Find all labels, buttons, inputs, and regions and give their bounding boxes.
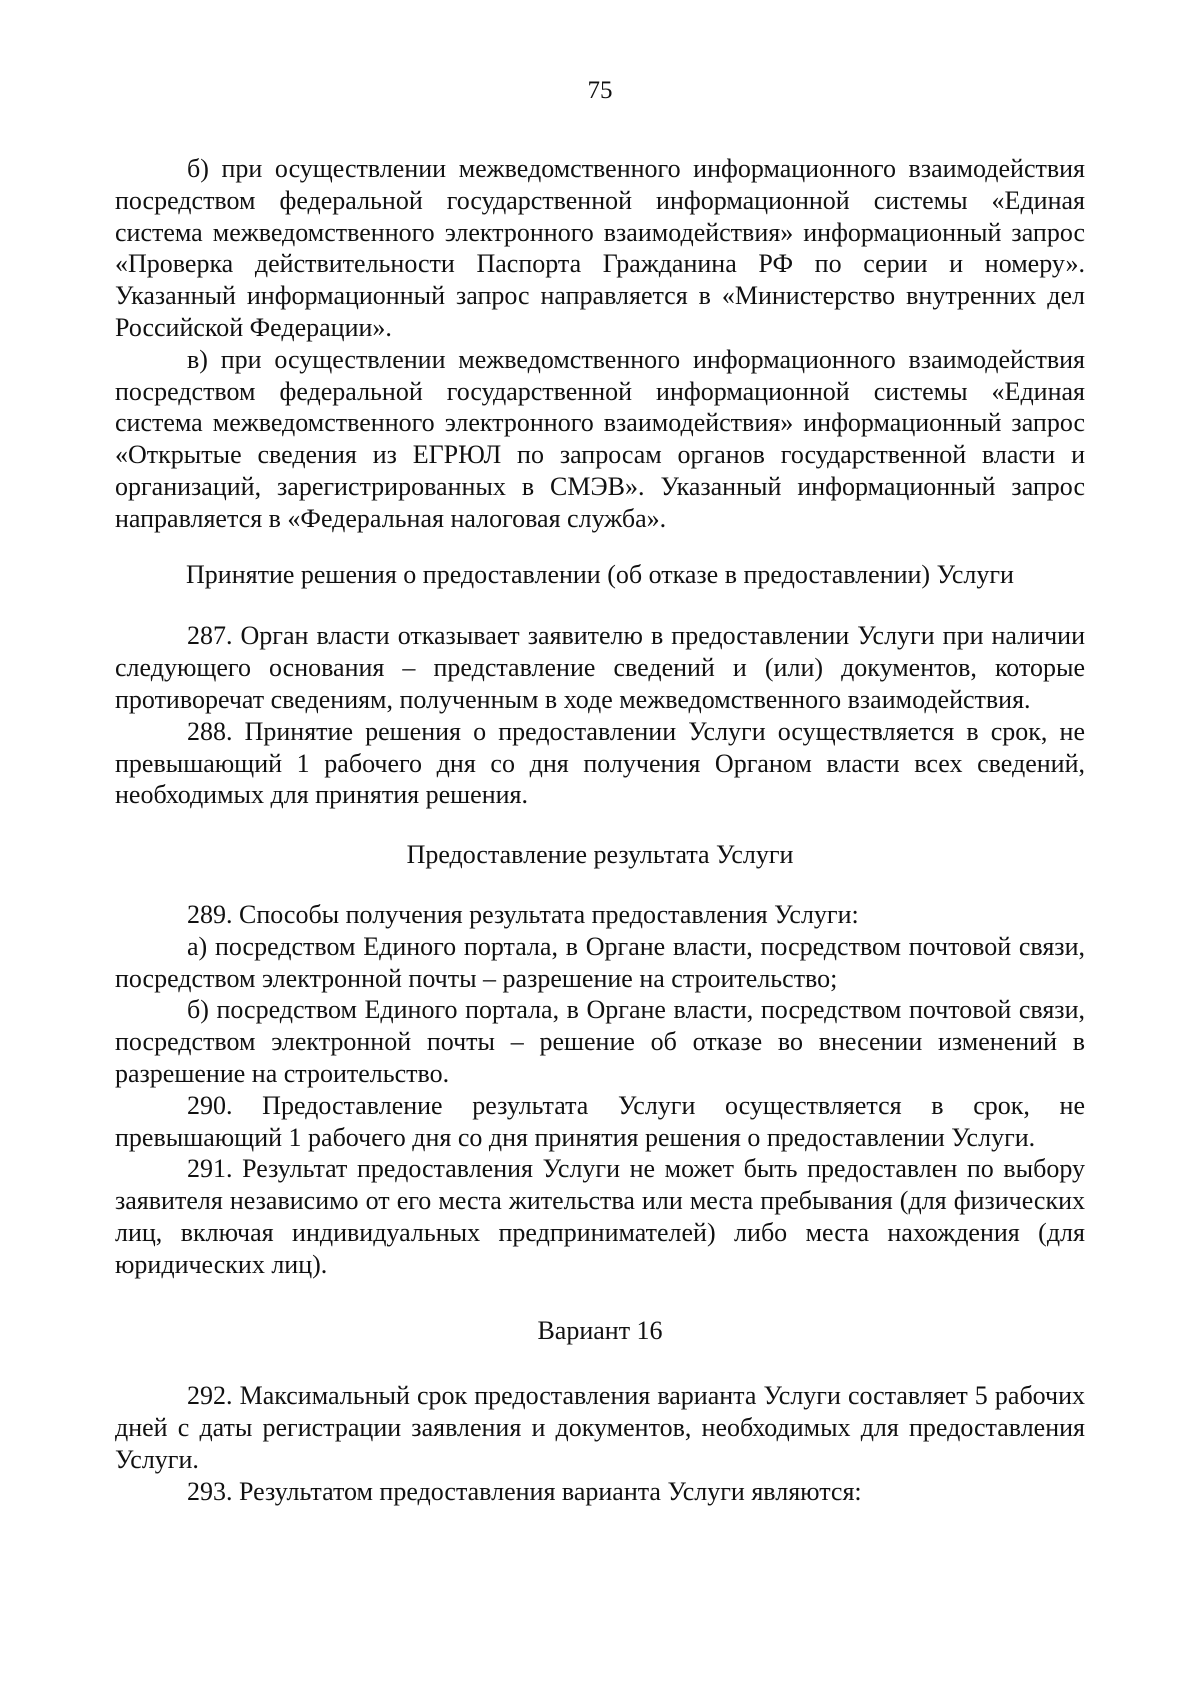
paragraph-290: 290. Предоставление результата Услуги осуществляется в срок, не превышающий 1 рабочего дня со дня принятия решения о предоставлении Услуги. <box>115 1090 1085 1152</box>
paragraph-v-egrul-request: в) при осуществлении межведомственного информационного взаимодействия посредством федеральной государственной информационной системы «Единая система межведомственного электронного взаимодействия» информационный запрос «Открытые сведения из ЕГРЮЛ по запросам органов государственной власти и организаций, зарегистрированных в СМЭВ». Указанный информационный запрос направляется в «Федеральная налоговая служба». <box>115 344 1085 533</box>
page-number: 75 <box>587 77 613 104</box>
paragraph-289-a: а) посредством Единого портала, в Органе власти, посредством почтовой связи, посредством электронной почты – разрешение на строительство; <box>115 931 1085 993</box>
paragraph-289-b: б) посредством Единого портала, в Органе власти, посредством почтовой связи, посредством электронной почты – решение об отказе во внесении изменений в разрешение на строительство. <box>115 995 1085 1088</box>
section-heading-variant-16: Вариант 16 <box>537 1315 663 1345</box>
paragraph-289: 289. Способы получения результата предоставления Услуги: <box>187 899 859 929</box>
section-heading-result: Предоставление результата Услуги <box>406 840 794 870</box>
paragraph-291: 291. Результат предоставления Услуги не может быть предоставлен по выбору заявителя независимо от его места жительства или места пребывания (для физических лиц, включая индивидуальных предпринимателей) либо места нахождения (для юридических лиц). <box>115 1154 1085 1279</box>
paragraph-287: 287. Орган власти отказывает заявителю в предоставлении Услуги при наличии следующего основания – представление сведений и (или) документов, которые противоречат сведениям, полученным в ходе межведомственного взаимодействия. <box>115 621 1085 714</box>
paragraph-288: 288. Принятие решения о предоставлении Услуги осуществляется в срок, не превышающий 1 рабочего дня со дня получения Органом власти всех сведений, необходимых для принятия решения. <box>115 716 1085 810</box>
paragraph-293: 293. Результатом предоставления варианта Услуги являются: <box>187 1476 862 1506</box>
paragraph-292: 292. Максимальный срок предоставления варианта Услуги составляет 5 рабочих дней с даты регистрации заявления и документов, необходимых для предоставления Услуги. <box>115 1381 1085 1474</box>
document-body <box>115 153 1085 1507</box>
paragraph-b-passport-request: б) при осуществлении межведомственного информационного взаимодействия посредством федеральной государственной информационной системы «Единая система межведомственного электронного взаимодействия» информационный запрос «Проверка действительности Паспорта Гражданина РФ по серии и номеру». Указанный информационный запрос направляется в «Министерство внутренних дел Российской Федерации». <box>115 154 1085 342</box>
section-heading-decision: Принятие решения о предоставлении (об отказе в предоставлении) Услуги <box>186 559 1014 589</box>
